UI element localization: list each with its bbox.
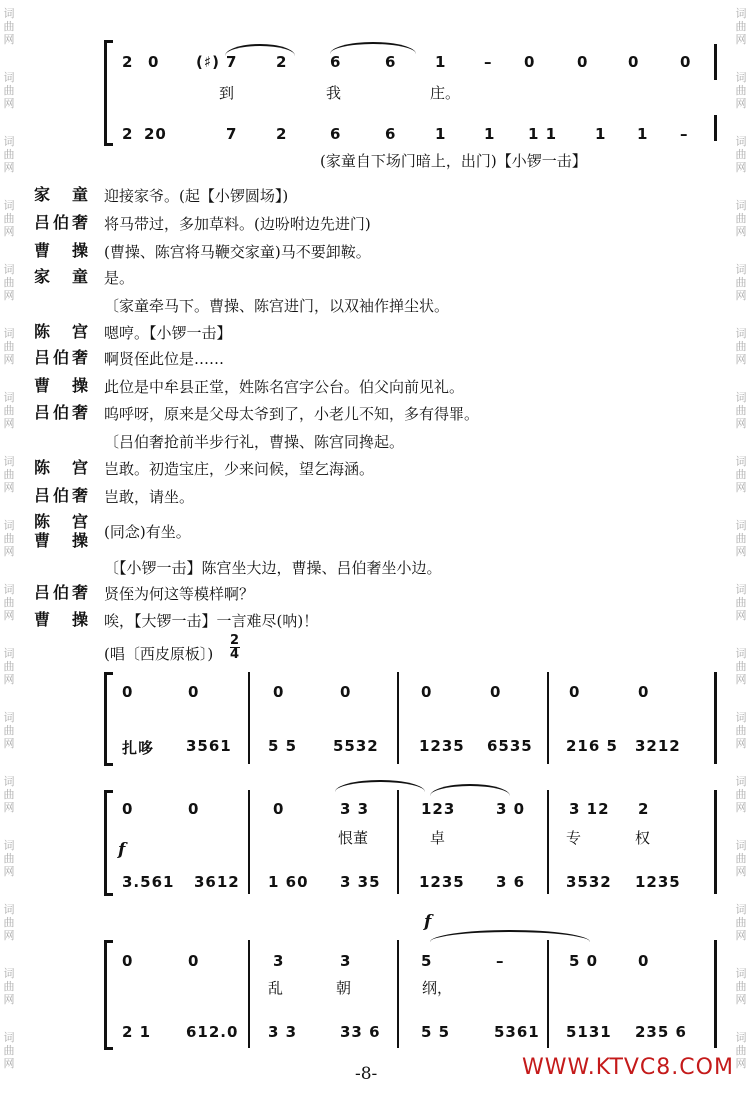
jianpu-note: 5 5: [421, 1023, 451, 1041]
side-mark: 网: [3, 929, 15, 942]
slur: [430, 930, 590, 942]
jianpu-note: 3.561: [122, 873, 175, 891]
jianpu-note: 1 1: [528, 125, 558, 143]
side-mark: 网: [3, 225, 15, 238]
side-mark: 网: [735, 673, 747, 686]
jianpu-note: 3212: [635, 737, 681, 755]
speaker-name: 吕伯奢: [34, 486, 92, 505]
lyric-word: 乱: [268, 979, 284, 997]
side-mark: 词: [3, 967, 15, 980]
side-mark: 词: [3, 775, 15, 788]
bar-line: [547, 672, 549, 764]
side-mark: 词: [3, 455, 15, 468]
side-mark: 词: [735, 263, 747, 276]
jianpu-note: 3 3: [340, 800, 370, 818]
jianpu-note: 7: [226, 125, 238, 143]
jianpu-note: 1: [595, 125, 607, 143]
bar-line: [248, 940, 250, 1048]
side-mark: 曲: [3, 340, 15, 353]
side-mark: 词: [3, 135, 15, 148]
side-mark: 词: [735, 135, 747, 148]
side-mark: 词: [3, 839, 15, 852]
side-mark: 曲: [735, 468, 747, 481]
jianpu-note: 0: [188, 683, 200, 701]
speaker-name: 陈 宫 曹 操: [34, 512, 92, 550]
lyric-word: 到: [219, 84, 235, 102]
jianpu-note: 0: [680, 53, 692, 71]
speaker-name: 曹 操: [34, 610, 92, 629]
jianpu-note: 5 5: [268, 737, 298, 755]
bar-line: [397, 672, 399, 764]
jianpu-note: –: [496, 952, 505, 970]
side-mark: 词: [735, 71, 747, 84]
side-mark: 词: [3, 647, 15, 660]
jianpu-note: 3 6: [496, 873, 526, 891]
jianpu-note: 3 3: [268, 1023, 298, 1041]
jianpu-note: 1: [435, 53, 447, 71]
speech-text: 是。: [104, 269, 135, 287]
lyric-word: 权: [635, 829, 651, 847]
speaker-name: 吕伯奢: [34, 583, 92, 602]
speaker-name: 陈 宫: [34, 322, 92, 341]
side-mark: 网: [735, 161, 747, 174]
side-mark: 网: [3, 481, 15, 494]
system-bracket: [104, 672, 113, 766]
jianpu-note: 2: [276, 53, 288, 71]
side-mark: 网: [735, 737, 747, 750]
jianpu-note: 0: [524, 53, 536, 71]
page-number: -8-: [355, 1064, 378, 1084]
speech-text: 贤侄为何这等模样啊？: [104, 585, 255, 603]
jianpu-note: 6535: [487, 737, 533, 755]
side-mark: 曲: [735, 596, 747, 609]
lyric-word: 恨董: [338, 829, 369, 847]
side-mark: 词: [735, 903, 747, 916]
speech-text: 将马带过，多加草料。(边吩咐边先进门): [104, 215, 371, 233]
side-mark: 词: [3, 199, 15, 212]
side-mark: 网: [735, 97, 747, 110]
jianpu-note: 5 0: [569, 952, 599, 970]
side-mark: 曲: [3, 724, 15, 737]
side-mark: 词: [3, 391, 15, 404]
jianpu-note: 0: [188, 800, 200, 818]
side-mark: 网: [3, 865, 15, 878]
stage-cue: (家童自下场门暗上，出门)【小锣一击】: [320, 152, 587, 170]
speech-text: 此位是中牟县正堂，姓陈名宫字公台。伯父向前见礼。: [104, 378, 465, 396]
side-mark: 网: [735, 545, 747, 558]
side-mark: 网: [735, 609, 747, 622]
speaker-name: 吕伯奢: [34, 403, 92, 422]
jianpu-note: 3: [273, 952, 285, 970]
side-mark: 词: [735, 327, 747, 340]
jianpu-note: 0: [421, 683, 433, 701]
side-mark: 词: [3, 583, 15, 596]
side-mark: 曲: [3, 980, 15, 993]
side-mark: 曲: [3, 84, 15, 97]
side-mark: 词: [3, 71, 15, 84]
time-signature: [230, 634, 240, 661]
side-mark: 词: [735, 391, 747, 404]
side-mark: 网: [3, 609, 15, 622]
side-mark: 曲: [3, 852, 15, 865]
side-mark: 曲: [735, 84, 747, 97]
jianpu-note: 3532: [566, 873, 612, 891]
jianpu-note: 5532: [333, 737, 379, 755]
speaker-name: 家 童: [34, 185, 92, 204]
side-mark: 网: [735, 289, 747, 302]
bar-line: [397, 940, 399, 1048]
jianpu-note: (♯): [196, 53, 220, 71]
jianpu-note: 3: [340, 952, 352, 970]
side-mark: 曲: [3, 20, 15, 33]
jianpu-note: 1235: [419, 737, 465, 755]
side-mark: 词: [735, 967, 747, 980]
system-end-bar: [714, 940, 717, 1048]
side-mark: 网: [3, 353, 15, 366]
jianpu-note: 612.0: [186, 1023, 239, 1041]
time-sig-bottom: 4: [230, 647, 241, 662]
side-mark: 词: [3, 7, 15, 20]
jianpu-note: 0: [490, 683, 502, 701]
side-mark: 词: [735, 519, 747, 532]
speech-text: 迎接家爷。(起【小锣圆场】): [104, 187, 289, 205]
jianpu-note: 1235: [419, 873, 465, 891]
jianpu-note: 7: [226, 53, 238, 71]
side-mark: 曲: [3, 916, 15, 929]
jianpu-note: 6: [385, 53, 397, 71]
jianpu-note: 2: [122, 125, 134, 143]
side-mark: 曲: [735, 852, 747, 865]
side-mark: 网: [735, 993, 747, 1006]
jianpu-note: 0: [577, 53, 589, 71]
speaker-name: 吕伯奢: [34, 348, 92, 367]
side-mark: 网: [3, 1057, 15, 1070]
side-mark: 网: [3, 673, 15, 686]
side-mark: 词: [735, 839, 747, 852]
jianpu-note: 5: [421, 952, 433, 970]
side-mark: 曲: [735, 1044, 747, 1057]
side-mark: 网: [3, 97, 15, 110]
jianpu-note: 0: [273, 683, 285, 701]
speech-text: 呜呼呀，原来是父母太爷到了，小老儿不知，多有得罪。: [104, 405, 480, 423]
side-mark: 曲: [3, 468, 15, 481]
side-mark: 网: [3, 993, 15, 1006]
side-mark: 网: [735, 225, 747, 238]
lyric-word: 庄。: [430, 84, 461, 102]
jianpu-note: 0: [340, 683, 352, 701]
speech-text: (同念)有坐。: [104, 523, 191, 541]
sing-header: (唱〔西皮原板〕): [104, 645, 214, 663]
jianpu-note: 2: [638, 800, 650, 818]
lyric-word: 朝: [336, 979, 352, 997]
jianpu-note: 3 35: [340, 873, 381, 891]
speech-text: 嗯哼。【小锣一击】: [104, 324, 232, 342]
side-mark: 曲: [3, 596, 15, 609]
side-mark: 曲: [735, 20, 747, 33]
speaker-name: 吕伯奢: [34, 213, 92, 232]
side-mark: 词: [735, 1031, 747, 1044]
side-mark: 曲: [3, 404, 15, 417]
jianpu-note: 2: [276, 125, 288, 143]
jianpu-note: 123: [421, 800, 456, 818]
side-mark: 网: [3, 801, 15, 814]
side-mark: 曲: [735, 532, 747, 545]
time-sig-top: 2: [230, 633, 241, 648]
jianpu-note: 0: [273, 800, 285, 818]
watermark-logo: WWW.KTVC8.COM: [522, 1055, 734, 1080]
jianpu-note: 0: [148, 53, 160, 71]
side-mark: 网: [735, 417, 747, 430]
slur: [335, 780, 425, 792]
side-mark: 网: [735, 481, 747, 494]
side-mark: 网: [735, 353, 747, 366]
side-mark: 词: [3, 519, 15, 532]
system-end-bar: [714, 44, 717, 80]
jianpu-note: 3561: [186, 737, 232, 755]
system-end-bar: [714, 115, 717, 141]
side-mark: 曲: [3, 1044, 15, 1057]
side-mark: 曲: [735, 340, 747, 353]
side-mark: 词: [3, 263, 15, 276]
speaker-name: 曹 操: [34, 241, 92, 260]
side-mark: 曲: [735, 980, 747, 993]
side-mark: 曲: [3, 660, 15, 673]
side-mark: 曲: [735, 916, 747, 929]
lyric-word: 我: [326, 84, 342, 102]
side-mark: 网: [3, 417, 15, 430]
jianpu-note: 3 12: [569, 800, 610, 818]
system-end-bar: [714, 790, 717, 894]
side-mark: 网: [3, 545, 15, 558]
side-mark: 网: [735, 929, 747, 942]
jianpu-note: 1: [637, 125, 649, 143]
jianpu-note: 1235: [635, 873, 681, 891]
side-mark: 曲: [735, 212, 747, 225]
side-mark: 曲: [735, 276, 747, 289]
side-mark: 网: [735, 33, 747, 46]
bar-line: [547, 940, 549, 1048]
speech-text: 〔家童牵马下。曹操、陈宫进门，以双袖作掸尘状。: [104, 297, 450, 315]
side-mark: 网: [735, 865, 747, 878]
side-mark: 词: [3, 903, 15, 916]
jianpu-note: 6: [330, 125, 342, 143]
side-mark: 词: [735, 583, 747, 596]
jianpu-note: 0: [628, 53, 640, 71]
side-mark: 词: [735, 455, 747, 468]
jianpu-note: 0: [122, 800, 134, 818]
bar-line: [248, 790, 250, 894]
bar-line: [248, 672, 250, 764]
jianpu-note: 0: [122, 683, 134, 701]
side-mark: 曲: [3, 532, 15, 545]
lyric-word: 纲，: [422, 979, 453, 997]
speech-text: 岂敢，请坐。: [104, 488, 195, 506]
side-mark: 网: [735, 801, 747, 814]
speech-text: (曹操、陈宫将马鞭交家童)马不要卸鞍。: [104, 243, 371, 261]
jianpu-note: 0: [188, 952, 200, 970]
system-end-bar: [714, 672, 717, 764]
side-mark: 网: [3, 33, 15, 46]
speaker-name: 曹 操: [34, 376, 92, 395]
side-mark: 曲: [3, 148, 15, 161]
jianpu-note: 216 5: [566, 737, 618, 755]
side-mark: 曲: [735, 148, 747, 161]
jianpu-note: 3612: [194, 873, 240, 891]
side-mark: 曲: [735, 404, 747, 417]
jianpu-note: 扎哆: [122, 739, 155, 757]
side-mark: 曲: [3, 788, 15, 801]
side-mark: 词: [735, 7, 747, 20]
lyric-word: 卓: [430, 829, 446, 847]
side-mark: 词: [3, 327, 15, 340]
jianpu-note: 6: [330, 53, 342, 71]
system-bracket: [104, 790, 113, 896]
jianpu-note: 235 6: [635, 1023, 687, 1041]
jianpu-note: 1: [484, 125, 496, 143]
side-mark: 网: [3, 161, 15, 174]
speaker-name: 家 童: [34, 267, 92, 286]
dynamic-mark: f: [118, 840, 126, 860]
jianpu-note: –: [484, 53, 493, 71]
side-mark: 词: [735, 711, 747, 724]
speech-text: 〔【小锣一击】陈宫坐大边，曹操、吕伯奢坐小边。: [104, 559, 442, 577]
speech-text: 岂敢。初造宝庄，少来问候，望乞海涵。: [104, 460, 375, 478]
jianpu-note: –: [680, 125, 689, 143]
jianpu-note: 6: [385, 125, 397, 143]
side-mark: 词: [3, 711, 15, 724]
jianpu-note: 2 1: [122, 1023, 152, 1041]
side-mark: 词: [735, 775, 747, 788]
side-mark: 曲: [735, 788, 747, 801]
jianpu-note: 20: [144, 125, 167, 143]
slur: [330, 42, 416, 54]
side-mark: 网: [3, 289, 15, 302]
slur: [430, 784, 510, 796]
jianpu-note: 2: [122, 53, 134, 71]
speech-text: 〔吕伯奢抢前半步行礼，曹操、陈宫同搀起。: [104, 433, 405, 451]
bar-line: [397, 790, 399, 894]
lyric-word: 专: [566, 829, 582, 847]
jianpu-note: 0: [638, 683, 650, 701]
side-mark: 曲: [735, 724, 747, 737]
speech-text: 啊贤侄此位是……: [104, 350, 225, 368]
jianpu-note: 5131: [566, 1023, 612, 1041]
side-mark: 网: [735, 1057, 747, 1070]
jianpu-note: 1: [435, 125, 447, 143]
jianpu-note: 0: [122, 952, 134, 970]
side-mark: 词: [3, 1031, 15, 1044]
side-mark: 曲: [735, 660, 747, 673]
speech-text: 唉，【大锣一击】一言难尽(呐)！: [104, 612, 319, 630]
jianpu-note: 0: [569, 683, 581, 701]
jianpu-note: 1 60: [268, 873, 309, 891]
jianpu-note: 33 6: [340, 1023, 381, 1041]
speaker-name: 陈 宫: [34, 458, 92, 477]
side-mark: 曲: [3, 212, 15, 225]
jianpu-note: 0: [638, 952, 650, 970]
side-mark: 曲: [3, 276, 15, 289]
system-bracket: [104, 940, 113, 1050]
side-mark: 网: [3, 737, 15, 750]
side-mark: 词: [735, 199, 747, 212]
dynamic-mark: f: [424, 912, 432, 932]
jianpu-note: 5361: [494, 1023, 540, 1041]
side-mark: 词: [735, 647, 747, 660]
bar-line: [547, 790, 549, 894]
jianpu-note: 3 0: [496, 800, 526, 818]
system-bracket: [104, 40, 113, 146]
